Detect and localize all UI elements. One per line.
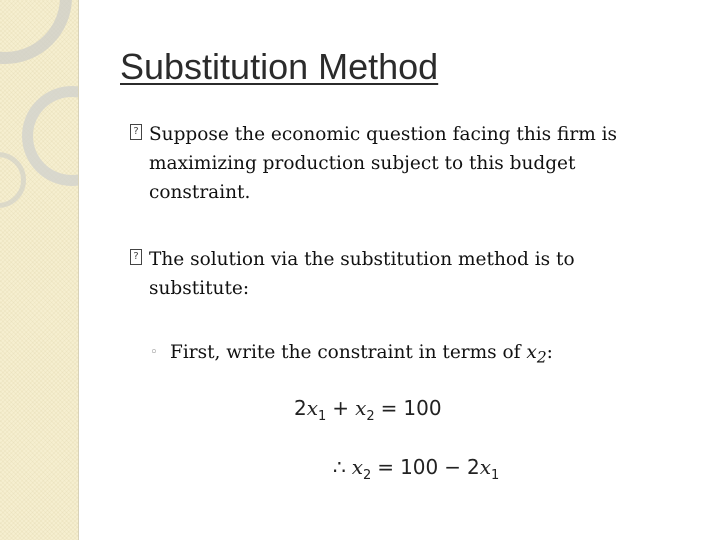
- math-subscript: 1: [318, 409, 327, 424]
- math-subscript: 2: [366, 409, 375, 424]
- coefficient: 2: [467, 455, 480, 479]
- math-var: x: [351, 455, 364, 479]
- sub-bullet-text: First, write the constraint in terms of: [170, 342, 527, 363]
- math-var: x: [479, 455, 492, 479]
- sub-bullet-suffix: :: [546, 342, 553, 363]
- equation-solved: [333, 455, 499, 483]
- math-var: x: [306, 396, 319, 420]
- rhs-value: 100: [403, 396, 442, 420]
- math-subscript: 1: [491, 468, 500, 483]
- coefficient: 2: [294, 396, 307, 420]
- math-subscript: 2: [536, 348, 547, 367]
- decorative-ring: [0, 152, 26, 208]
- math-var: x: [526, 342, 537, 363]
- sub-bullet-item: [150, 338, 630, 373]
- operator: −: [444, 455, 462, 479]
- rhs-number: 100: [400, 455, 439, 479]
- bullet-marker-icon: ?: [130, 249, 142, 265]
- decorative-sidebar: [0, 0, 79, 540]
- bullet-item: [130, 245, 670, 303]
- decorative-ring: [0, 0, 72, 64]
- operator: +: [332, 396, 350, 420]
- sub-bullet-marker-icon: ◦: [150, 345, 158, 360]
- equals-sign: =: [377, 455, 395, 479]
- slide-title: Substitution Method: [120, 46, 439, 87]
- math-subscript: 2: [363, 468, 372, 483]
- bullet-text: The solution via the substitution method is to substitute:: [149, 249, 575, 299]
- bullet-marker-icon: ?: [130, 124, 142, 140]
- equation-constraint: [294, 396, 442, 424]
- bullet-text: Suppose the economic question facing this firm is maximizing production subject to this budget constraint.: [149, 124, 618, 203]
- math-var: x: [355, 396, 367, 420]
- bullet-item: [130, 120, 670, 207]
- inline-math-variable: [526, 342, 547, 367]
- therefore-symbol: ∴: [333, 455, 346, 479]
- equals-sign: =: [380, 396, 398, 420]
- decorative-ring: [22, 86, 79, 186]
